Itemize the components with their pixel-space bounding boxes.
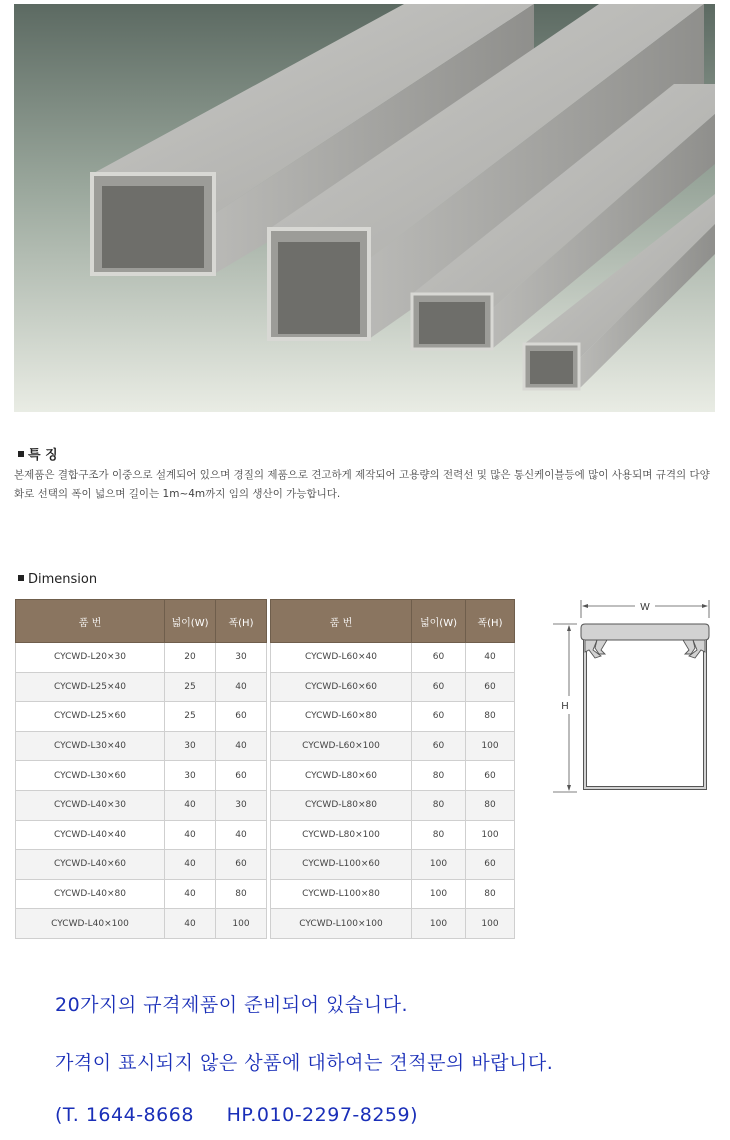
cross-section-diagram [549,596,719,802]
height-cell: 30 [216,643,267,673]
col-header-height-left: 폭(H) [216,600,267,643]
model-cell: CYCWD-L25×60 [16,702,165,732]
width-cell: 100 [412,909,466,939]
square-bullet-icon [18,451,24,457]
height-cell: 40 [216,731,267,761]
height-cell: 60 [216,761,267,791]
features-description: 본제품은 결합구조가 이중으로 설계되어 있으며 경질의 제품으로 견고하게 제작되어 고용량의 전력선 및 많은 통신케이블등에 많이 사용되며 규격의 다양화로 선택의 폭이 넓으며 길이는 1m~4m까지 임의 생산이 가능합니다. [14,469,710,500]
model-cell: CYCWD-L25×40 [16,672,165,702]
width-cell: 25 [165,702,216,732]
width-cell: 40 [165,909,216,939]
table-row [16,761,515,791]
width-cell: 40 [165,820,216,850]
model-cell: CYCWD-L20×30 [16,643,165,673]
model-cell: CYCWD-L100×100 [271,909,412,939]
height-cell: 80 [466,702,515,732]
square-bullet-icon [18,575,24,581]
height-cell: 60 [216,702,267,732]
table-row [16,731,515,761]
height-cell: 100 [216,909,267,939]
dimension-table [15,599,515,939]
width-label: W [640,602,650,613]
table-row [16,850,515,880]
table-row [16,643,515,673]
height-cell: 100 [466,731,515,761]
width-cell: 100 [412,879,466,909]
width-cell: 60 [412,672,466,702]
model-cell: CYCWD-L40×100 [16,909,165,939]
model-cell: CYCWD-L80×60 [271,761,412,791]
table-row [16,879,515,909]
note-line-1: 20가지의 규격제품이 준비되어 있습니다. [55,994,408,1016]
height-cell: 40 [216,820,267,850]
model-cell: CYCWD-L60×80 [271,702,412,732]
model-cell: CYCWD-L40×40 [16,820,165,850]
model-cell: CYCWD-L60×100 [271,731,412,761]
width-cell: 80 [412,761,466,791]
model-cell: CYCWD-L100×60 [271,850,412,880]
col-header-model-right: 품 번 [271,600,412,643]
height-cell: 80 [466,790,515,820]
width-cell: 40 [165,879,216,909]
model-cell: CYCWD-L30×40 [16,731,165,761]
col-header-height-right: 폭(H) [466,600,515,643]
width-cell: 20 [165,643,216,673]
model-cell: CYCWD-L100×80 [271,879,412,909]
model-cell: CYCWD-L40×60 [16,850,165,880]
width-cell: 25 [165,672,216,702]
width-cell: 40 [165,850,216,880]
width-cell: 30 [165,731,216,761]
height-cell: 30 [216,790,267,820]
width-cell: 40 [165,790,216,820]
model-cell: CYCWD-L60×40 [271,643,412,673]
width-cell: 60 [412,643,466,673]
table-row [16,909,515,939]
width-cell: 100 [412,850,466,880]
height-cell: 100 [466,909,515,939]
col-header-width-left: 넓이(W) [165,600,216,643]
height-cell: 80 [466,879,515,909]
model-cell: CYCWD-L80×100 [271,820,412,850]
product-photo [14,4,715,412]
height-cell: 80 [216,879,267,909]
height-cell: 60 [466,761,515,791]
col-header-model-left: 품 번 [16,600,165,643]
note-line-2: 가격이 표시되지 않은 상품에 대하여는 견적문의 바랍니다. [55,1052,554,1074]
model-cell: CYCWD-L30×60 [16,761,165,791]
model-cell: CYCWD-L80×80 [271,790,412,820]
table-header-row [16,600,515,643]
model-cell: CYCWD-L40×80 [16,879,165,909]
features-heading: 특 징 [18,444,58,463]
table-row [16,702,515,732]
height-cell: 60 [216,850,267,880]
height-label: H [561,701,569,712]
table-row [16,820,515,850]
width-cell: 60 [412,702,466,732]
height-cell: 100 [466,820,515,850]
model-cell: CYCWD-L60×60 [271,672,412,702]
height-cell: 40 [216,672,267,702]
model-cell: CYCWD-L40×30 [16,790,165,820]
table-row [16,790,515,820]
width-cell: 80 [412,790,466,820]
note-line-3-contact: (T. 1644-8668 HP.010-2297-8259) [55,1104,419,1126]
table-row [16,672,515,702]
width-cell: 80 [412,820,466,850]
dimension-heading: Dimension [18,572,97,587]
col-header-width-right: 넓이(W) [412,600,466,643]
width-cell: 30 [165,761,216,791]
width-cell: 60 [412,731,466,761]
height-cell: 40 [466,643,515,673]
height-cell: 60 [466,850,515,880]
height-cell: 60 [466,672,515,702]
